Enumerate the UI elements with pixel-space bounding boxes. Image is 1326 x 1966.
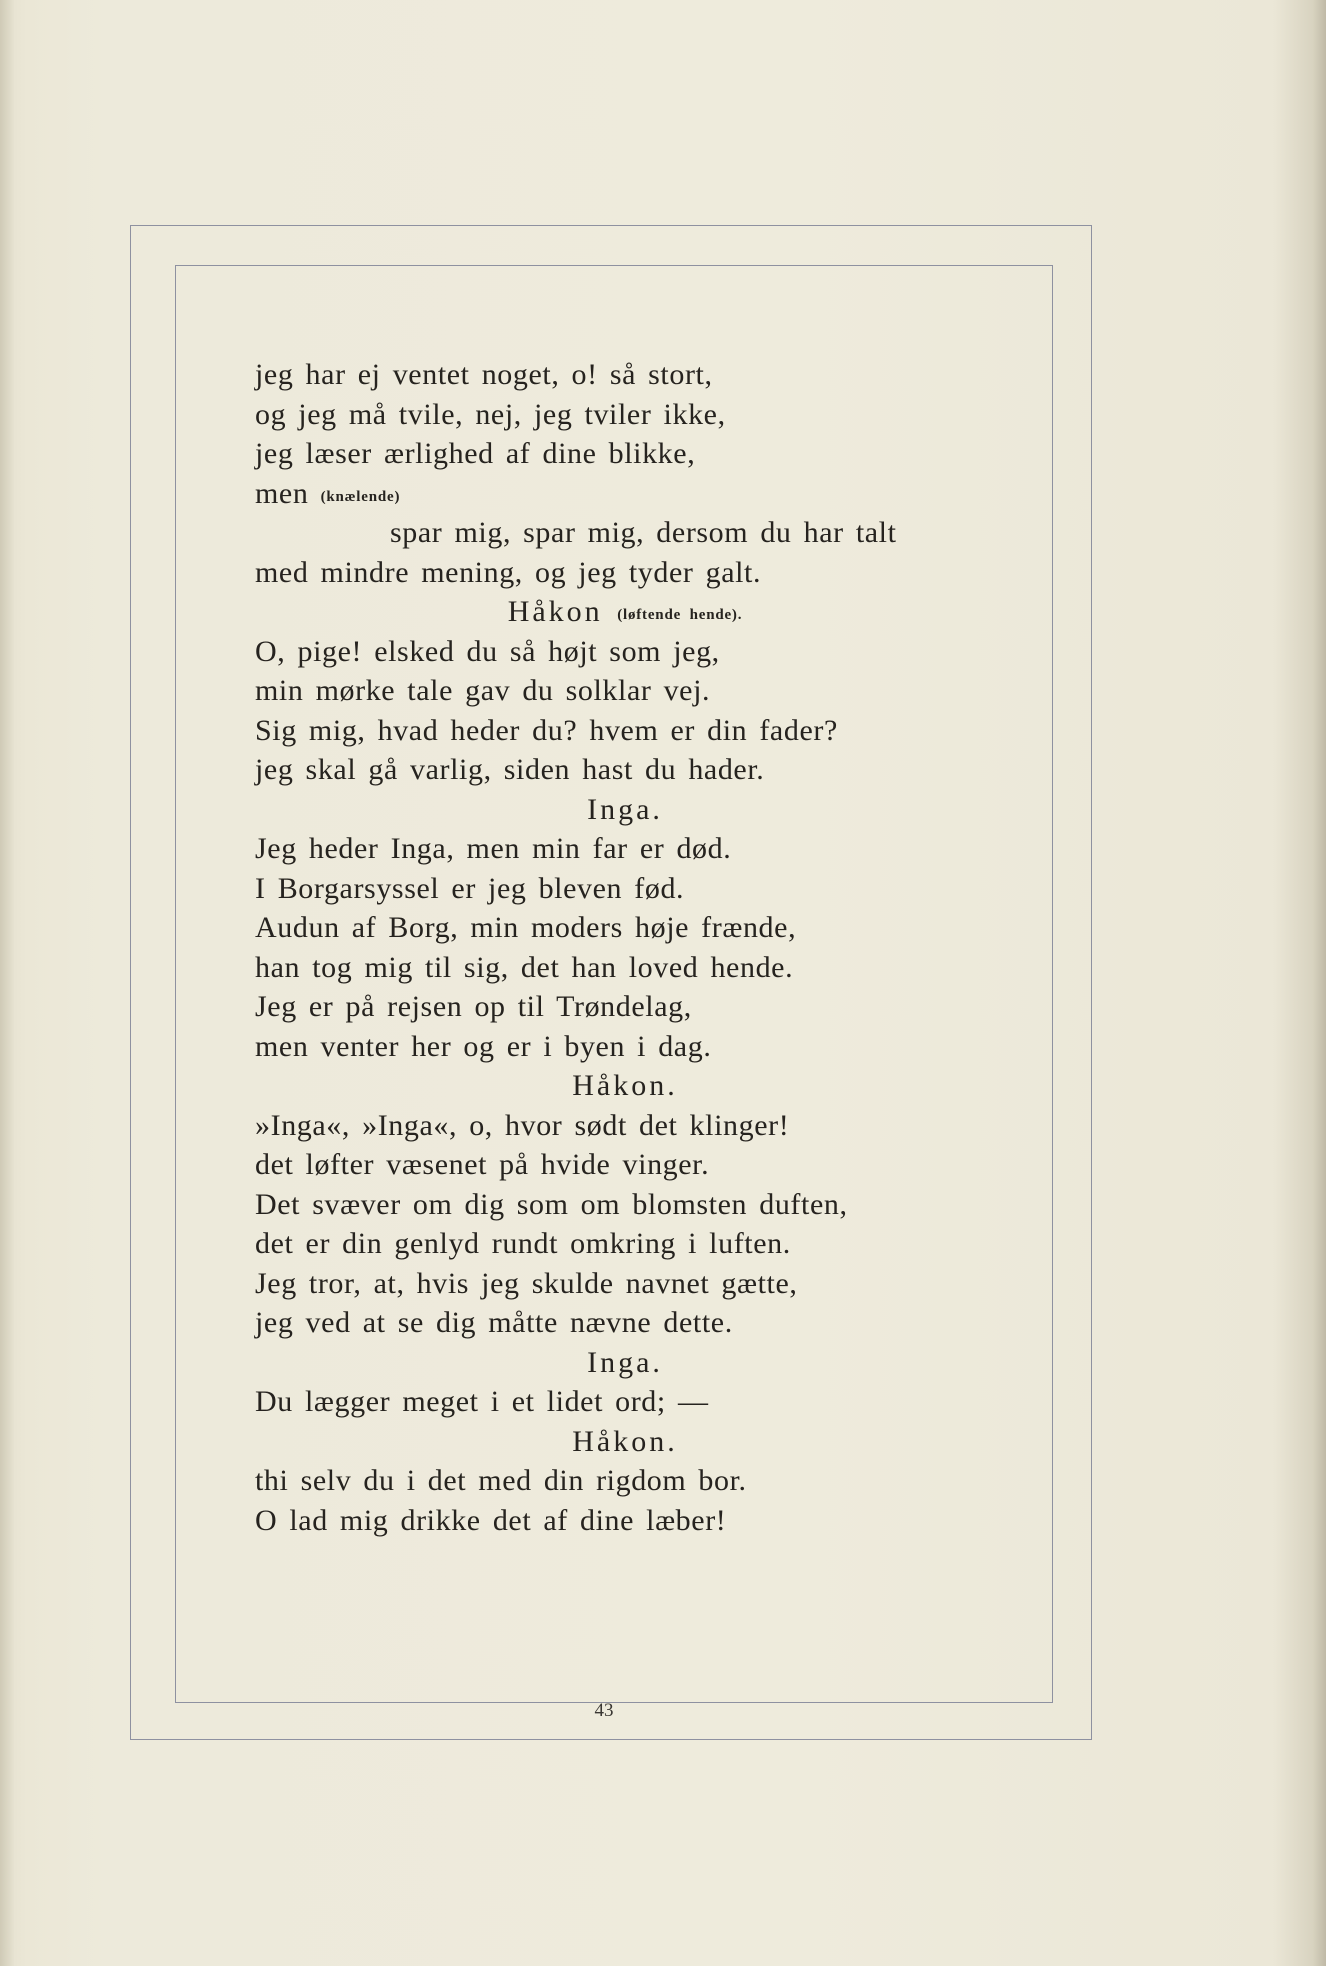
verse-line: det løfter væsenet på hvide vinger. [255,1148,710,1181]
speaker-heading [255,1343,995,1383]
verse-line: jeg ved at se dig måtte nævne dette. [255,1306,733,1339]
verse-line: og jeg må tvile, nej, jeg tviler ikke, [255,397,726,431]
verse-line: »Inga«, »Inga«, o, hvor sødt det klinger! [255,1108,790,1142]
verse-line-text: men [255,476,309,510]
speaker-heading [255,1422,995,1462]
verse-line: I Borgarsyssel er jeg bleven fød. [255,871,685,905]
speaker-name: Inga. [587,1345,663,1379]
verse-line: han tog mig til sig, det han loved hende. [255,950,794,984]
verse-line: Sig mig, hvad heder du? hvem er din fader? [255,713,838,747]
verse-line: jeg skal gå varlig, siden hast du hader. [255,753,765,786]
speaker-heading [255,592,995,632]
speaker-name: Håkon [507,595,603,628]
verse-line: O lad mig drikke det af dine læber! [255,1503,727,1537]
verse-line: jeg har ej ventet noget, o! så stort, [255,358,713,391]
verse-line: O, pige! elsked du så højt som jeg, [255,634,720,668]
verse-line: Det svæver om dig som om blomsten duften, [255,1187,848,1221]
verse-line: det er din genlyd rundt omkring i luften. [255,1227,791,1260]
page-edge [0,0,14,1966]
stage-direction: (knælende) [320,488,401,505]
speaker-name: Håkon. [572,1424,678,1458]
speaker-name: Inga. [587,792,663,826]
verse-line: Jeg tror, at, hvis jeg skulde navnet gætte, [255,1266,798,1300]
verse-text-block [255,355,995,1540]
verse-line: med mindre mening, og jeg tyder galt. [255,555,762,589]
verse-line: Audun af Borg, min moders høje frænde, [255,911,797,944]
verse-line: spar mig, spar mig, dersom du har talt [390,516,897,549]
verse-line: jeg læser ærlighed af dine blikke, [255,437,696,470]
verse-line: men venter her og er i byen i dag. [255,1029,712,1063]
verse-line: thi selv du i det med din rigdom bor. [255,1464,747,1497]
verse-line: Du lægger meget i et lidet ord; — [255,1385,709,1418]
stage-direction: (løftende hende). [617,607,743,623]
page-number: 43 [594,1700,614,1721]
verse-line: min mørke tale gav du solklar vej. [255,674,711,707]
verse-line: Jeg er på rejsen op til Trøndelag, [255,990,692,1023]
speaker-heading [255,1066,995,1106]
speaker-name: Håkon. [572,1069,678,1102]
verse-line: Jeg heder Inga, men min far er død. [255,832,732,865]
speaker-heading [255,790,995,830]
verse-line [255,474,995,514]
